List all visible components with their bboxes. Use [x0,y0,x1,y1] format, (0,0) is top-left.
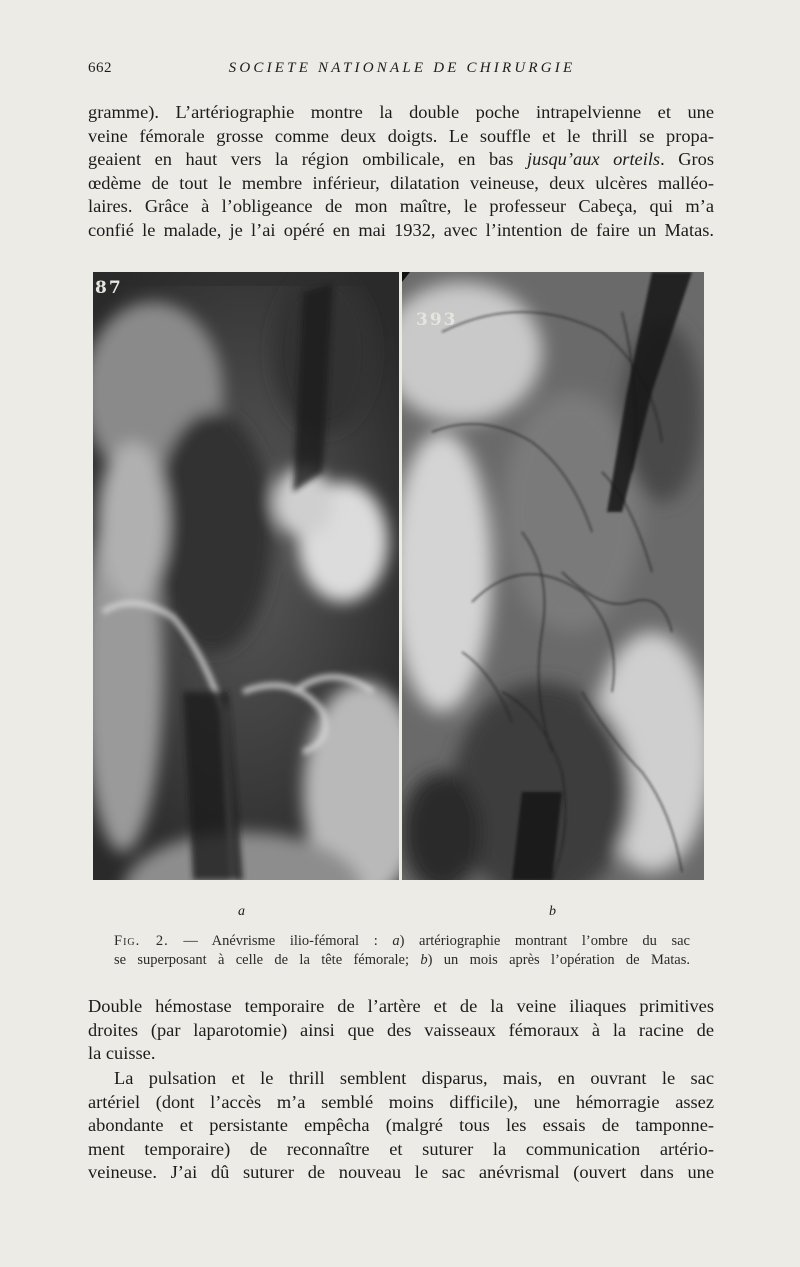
text-line: droites (par laparotomie) ainsi que des vaisseaux fémoraux à la racine de [88,1019,714,1040]
text-line: veine fémorale grosse comme deux doigts. Le souffle et le thrill se propa- [88,125,714,146]
film-number-a: 87 [95,278,123,298]
italic-phrase: jusqu’aux orteils [527,149,661,170]
paragraph-hemostasis [88,995,714,1066]
text-line: veineuse. J’ai dû suturer de nouveau le sac anévrismal (ouvert dans une [88,1162,714,1183]
page-header [88,60,716,82]
running-title: SOCIETE NATIONALE DE CHIRURGIE [228,60,576,76]
text-line: abondante et persistante empêcha (malgré tous les essais de tamponne- [88,1115,714,1136]
figure-radiographs [93,272,705,882]
film-number-b: 393 [416,310,458,330]
caption-label: Fig. 2. [114,933,169,949]
text-line: laires. Grâce à l’obligeance de mon maître, le professeur Cabeça, qui m’a [88,196,714,217]
paragraph-pulsation [88,1067,714,1185]
page-number: 662 [88,60,112,76]
panel-label-a: a [238,904,245,919]
text-line: Double hémostase temporaire de l’artère et de la veine iliaques primitives [88,996,714,1016]
text-line: œdème de tout le membre inférieur, dilatation veineuse, deux ulcères malléo- [88,172,714,193]
text-line: geaient en haut vers la région ombilicale, en bas jusqu’aux orteils. Gros [88,149,714,170]
panel-label-b: b [549,904,556,919]
text-line: artériel (dont l’accès m’a semblé moins difficile), une hémorragie assez [88,1091,714,1112]
radiograph-b [402,272,704,880]
paragraph-intro [88,101,714,243]
text-line: La pulsation et le thrill semblent disparus, mais, en ouvrant le sac [114,1068,714,1088]
caption-line: Fig. 2. — Anévrisme ilio-fémoral : a) artériographie montrant l’ombre du sac [114,933,690,949]
figure-caption [114,932,690,970]
text-line: la cuisse. [88,1043,156,1064]
caption-line: se superposant à celle de la tête fémorale; b) un mois après l’opération de Matas. [114,952,690,968]
radiograph-a [93,272,399,880]
text-line: confié le malade, je l’ai opéré en mai 1932, avec l’intention de faire un Matas. [88,219,714,240]
text-line: ment temporaire) de reconnaître et suturer la communication artério- [88,1138,714,1159]
text-line: gramme). L’artériographie montre la double poche intrapelvienne et une [88,102,714,122]
